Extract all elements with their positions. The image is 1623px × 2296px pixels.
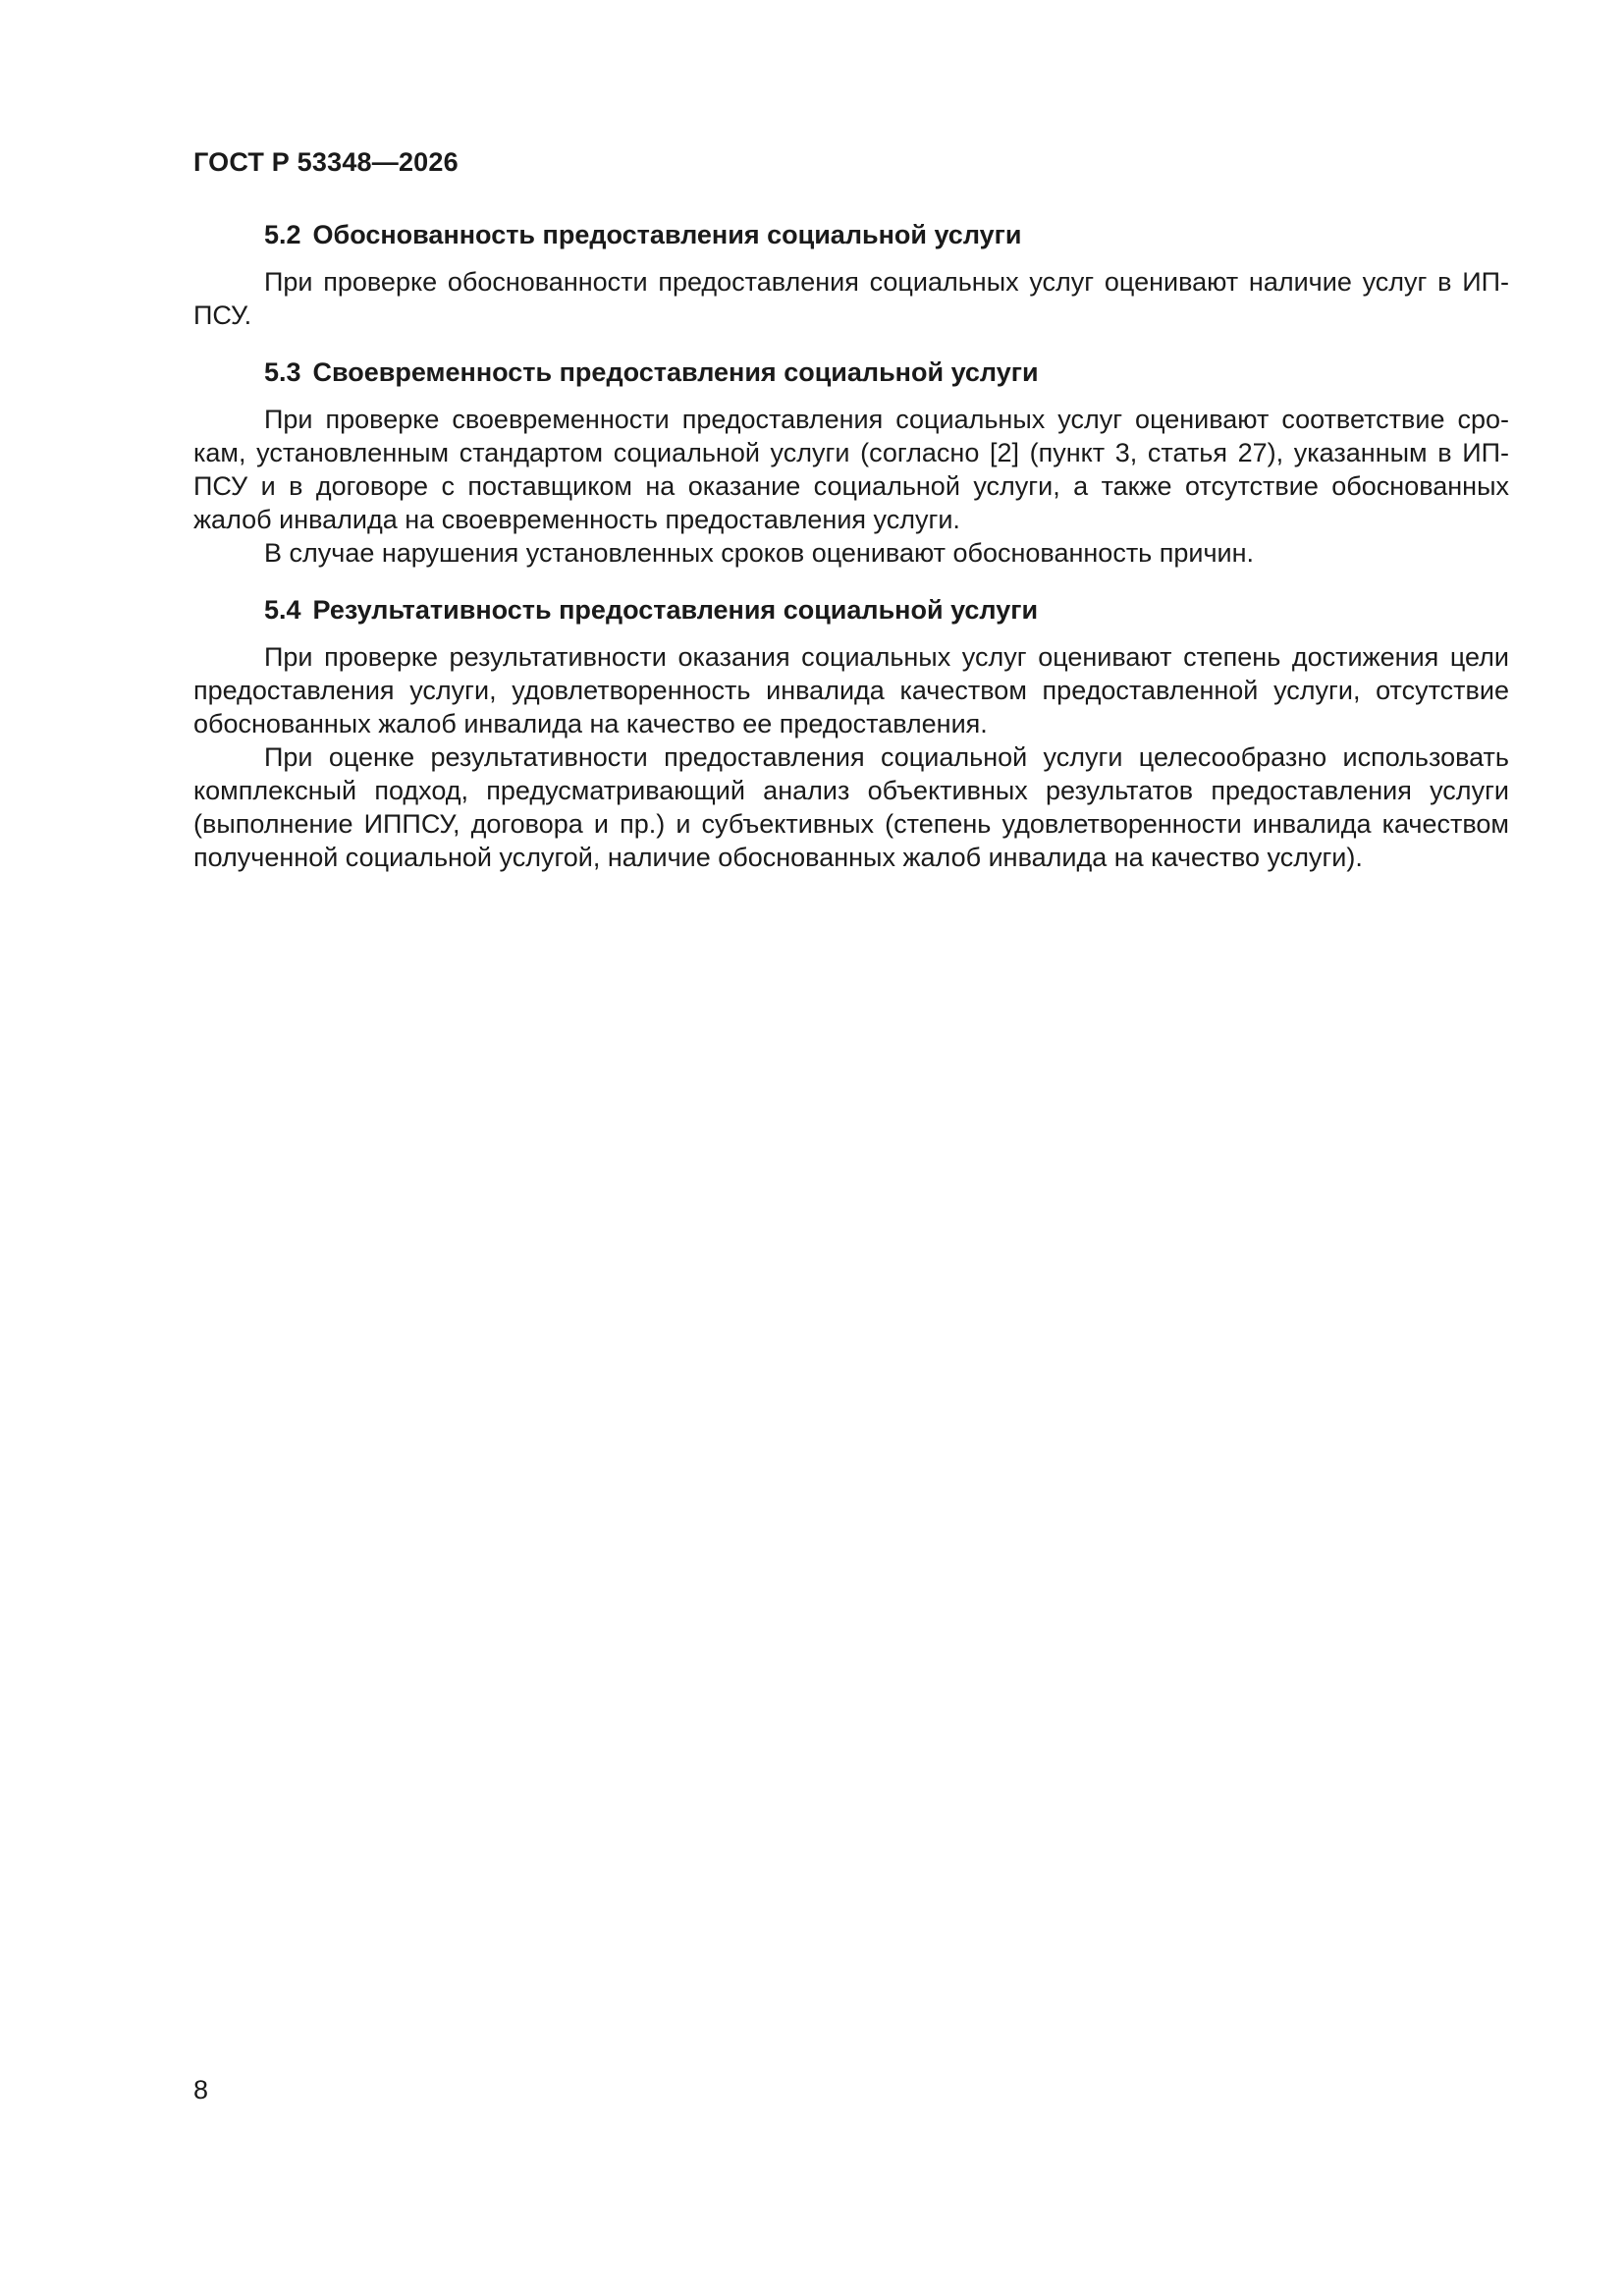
section-title: Результативность предоставления социальной услуги: [312, 595, 1039, 625]
paragraph: При проверке обоснованности предоставления социальных услуг оценивают наличие услуг в ИП-ПСУ.: [193, 267, 1509, 330]
section-5-3: [193, 355, 1509, 570]
paragraph: При проверке своевременности предоставления социальных услуг оценивают соответствие сро-кам, установленным стандартом социальной услуги (согласно [2] (пункт 3, статья 27), указанным в ИП-ПСУ и в договоре с поставщиком на оказание социальной услуги, а также отсутствие обоснованных жалоб инвалида на своевременность предоставления услуги.: [193, 405, 1509, 534]
section-5-4: [193, 593, 1509, 874]
section-title: Своевременность предоставления социальной услуги: [312, 357, 1039, 387]
page-number: 8: [193, 2075, 209, 2105]
section-title: Обоснованность предоставления социальной услуги: [312, 220, 1022, 249]
document-body: [193, 218, 1509, 898]
section-number: 5.3: [264, 357, 301, 387]
paragraph: В случае нарушения установленных сроков оценивают обоснованность причин.: [264, 538, 1255, 568]
section-number: 5.4: [264, 595, 301, 625]
paragraph: При проверке результативности оказания социальных услуг оценивают степень достижения цели предоставления услуги, удовлетворенность инвалида качеством предоставленной услуги, отсутствие обоснованных жалоб инвалида на качество ее предоставления.: [193, 642, 1509, 738]
section-5-2: [193, 218, 1509, 332]
section-number: 5.2: [264, 220, 301, 249]
paragraph: При оценке результативности предоставления социальной услуги целесообразно использовать комплексный подход, предусматривающий анализ объективных результатов предоставления услуги (выполнение ИППСУ, договора и пр.) и субъективных (степень удовлетворенности инвалида качеством полученной социальной услугой, наличие обоснованных жалоб инвалида на качество услуги).: [193, 742, 1509, 872]
document-header: ГОСТ Р 53348—2026: [193, 147, 459, 177]
section-heading: [193, 593, 1509, 627]
section-heading: [193, 218, 1509, 251]
section-heading: [193, 355, 1509, 389]
